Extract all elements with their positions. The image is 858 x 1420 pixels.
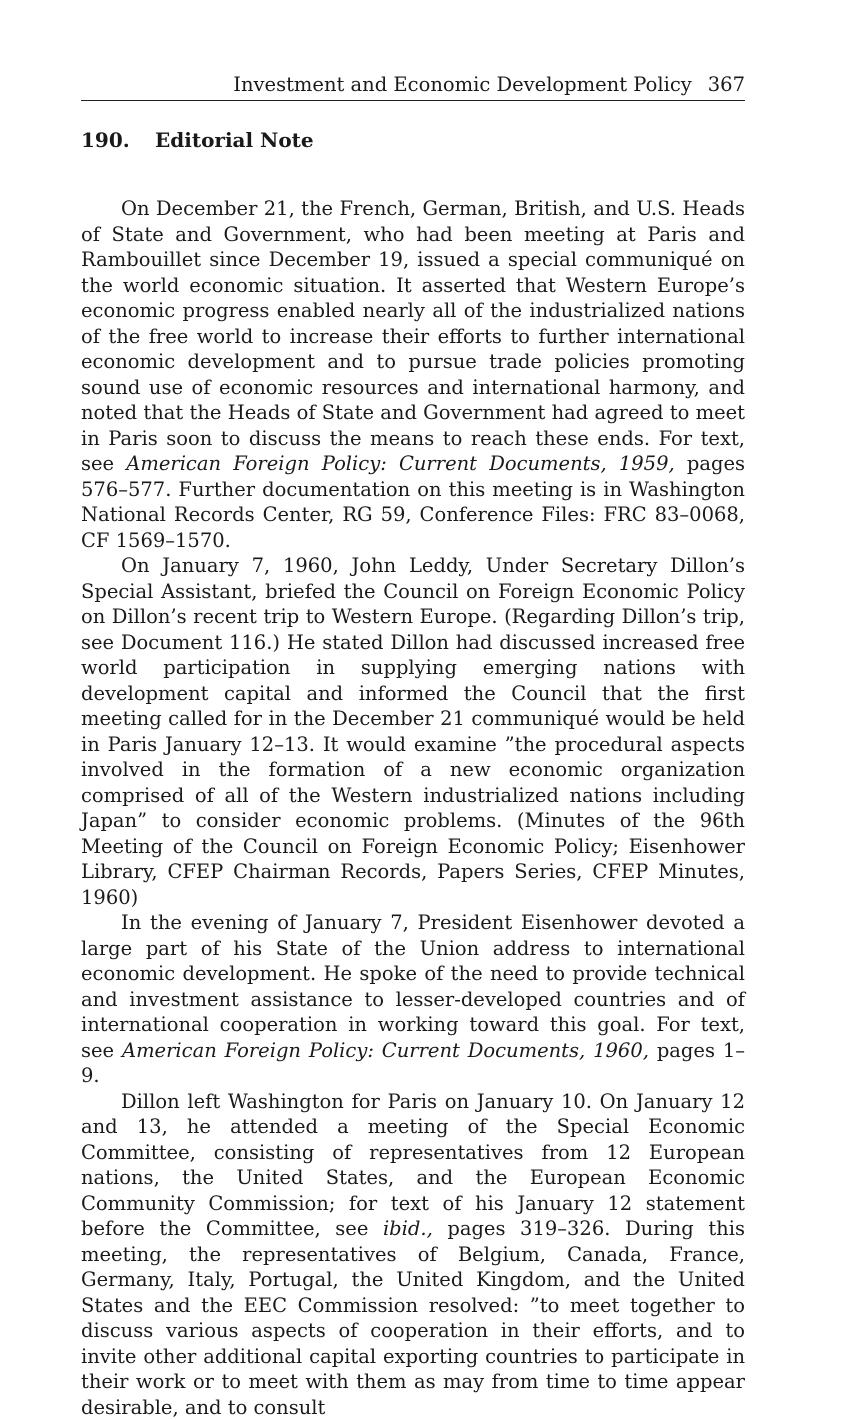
paragraph: On December 21, the French, German, British, and U.S. Heads of State and Government, who had been meeting at Paris and Rambouillet since December 19, issued a special communiqué on the world economic situation. It asserted that Western Europe’s economic progress enabled nearly all of the industrialized nations of the free world to increase their efforts to further international economic development and to pursue trade policies promoting sound use of economic resources and international harmony, and noted that the Heads of State and Government had agreed to meet in Paris soon to discuss the means to reach these ends. For text, see American Foreign Policy: Current Documents, 1959, pages 576–577. Further documentation on this meeting is in Washington National Records Center, RG 59, Conference Files: FRC 83–0068, CF 1569–1570. [81,196,745,553]
paragraph: Dillon left Washington for Paris on January 10. On January 12 and 13, he attended a meeting of the Special Economic Committee, consisting of representatives from 12 European nations, the United States, and the European Economic Community Commission; for text of his January 12 statement before the Committee, see ibid., pages 319–326. During this meeting, the representatives of Belgium, Canada, France, Germany, Italy, Portugal, the United Kingdom, and the United States and the EEC Commission resolved: ”to meet together to discuss various aspects of cooperation in their efforts, and to invite other additional capital exporting countries to participate in their work or to meet with them as may from time to time appear desirable, and to consult [81,1089,745,1420]
paragraph: In the evening of January 7, President Eisenhower devoted a large part of his State of the Union address to international economic development. He spoke of the need to provide technical and investment assistance to lesser-developed countries and of international cooperation in working toward this goal. For text, see American Foreign Policy: Current Documents, 1960, pages 1–9. [81,910,745,1089]
document-page [81,72,745,1420]
citation: American Foreign Policy: Current Documents, 1959, [126,452,674,475]
citation: American Foreign Policy: Current Documents, 1960, [122,1039,649,1062]
document-title: Editorial Note [155,127,314,153]
document-heading [81,127,745,153]
document-number: 190. [81,127,155,153]
running-title: Investment and Economic Development Policy [233,72,692,98]
body-text [81,196,745,1420]
running-header [81,72,745,101]
paragraph: On January 7, 1960, John Leddy, Under Secretary Dillon’s Special Assistant, briefed the Council on Foreign Economic Policy on Dillon’s recent trip to Western Europe. (Regarding Dillon’s trip, see Document 116.) He stated Dillon had discussed increased free world participation in supplying emerging nations with development capital and informed the Council that the first meeting called for in the December 21 communiqué would be held in Paris January 12–13. It would examine ”the procedural aspects involved in the formation of a new economic organization comprised of all of the Western industrialized nations including Japan” to consider economic problems. (Minutes of the 96th Meeting of the Council on Foreign Economic Policy; Eisenhower Library, CFEP Chairman Records, Papers Series, CFEP Minutes, 1960) [81,553,745,910]
page-number: 367 [708,72,745,98]
citation: ibid., [383,1217,433,1240]
